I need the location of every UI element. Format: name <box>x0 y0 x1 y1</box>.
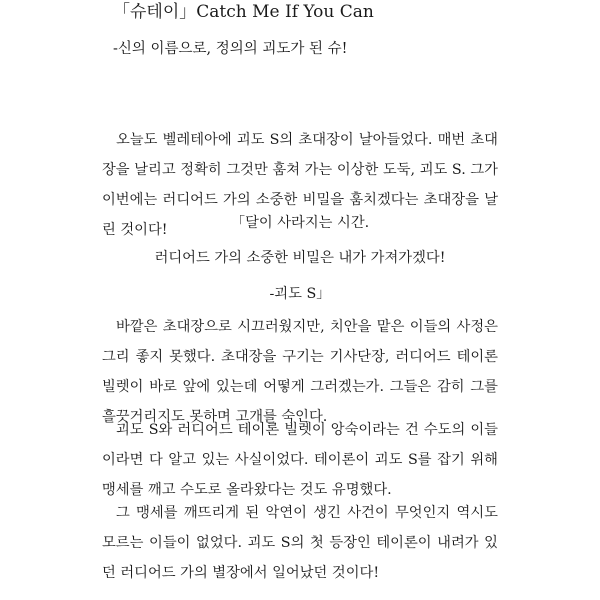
document-title: 「슈테이」Catch Me If You Can <box>113 2 374 22</box>
letter-line-2: 러디어드 가의 소중한 비밀은 내가 가져가겠다! <box>154 250 446 266</box>
letter-line-1: 「달이 사라지는 시간. <box>230 215 370 231</box>
paragraph-2: 바깥은 초대장으로 시끄러웠지만, 치안을 맡은 이들의 사정은 그리 좋지 못했다. 초대장을 구기는 기사단장, 러디어드 테이론 빌렛이 바로 앞에 있는데 어떻게 그러겠는가. 그들은 감히 그를 흘끗거리지도 못하며 고개를 숙인다. <box>102 319 498 425</box>
letter-signature: -괴도 S」 <box>269 286 331 302</box>
paragraph-4: 그 맹세를 깨뜨리게 된 악연이 생긴 사건이 무엇인지 역시도 모르는 이들이 없었다. 괴도 S의 첫 등장인 테이론이 내려가 있던 러디어드 가의 별장에서 일어났던 것이다! <box>102 505 498 581</box>
paragraph-3: 괴도 S와 러디어드 테이론 빌렛이 앙숙이라는 건 수도의 이들이라면 다 알고 있는 사실이었다. 테이론이 괴도 S를 잡기 위해 맹세를 깨고 수도로 올라왔다는 것도 유명했다. <box>102 422 498 498</box>
document-subtitle: -신의 이름으로, 정의의 괴도가 된 슈! <box>113 41 348 57</box>
paragraph-1: 오늘도 벨레테아에 괴도 S의 초대장이 날아들었다. 매번 초대장을 날리고 정확히 그것만 훔쳐 가는 이상한 도둑, 괴도 S. 그가 이번에는 러디어드 가의 소중한 비밀을 훔치겠다는 초대장을 날린 것이다! <box>102 132 498 238</box>
